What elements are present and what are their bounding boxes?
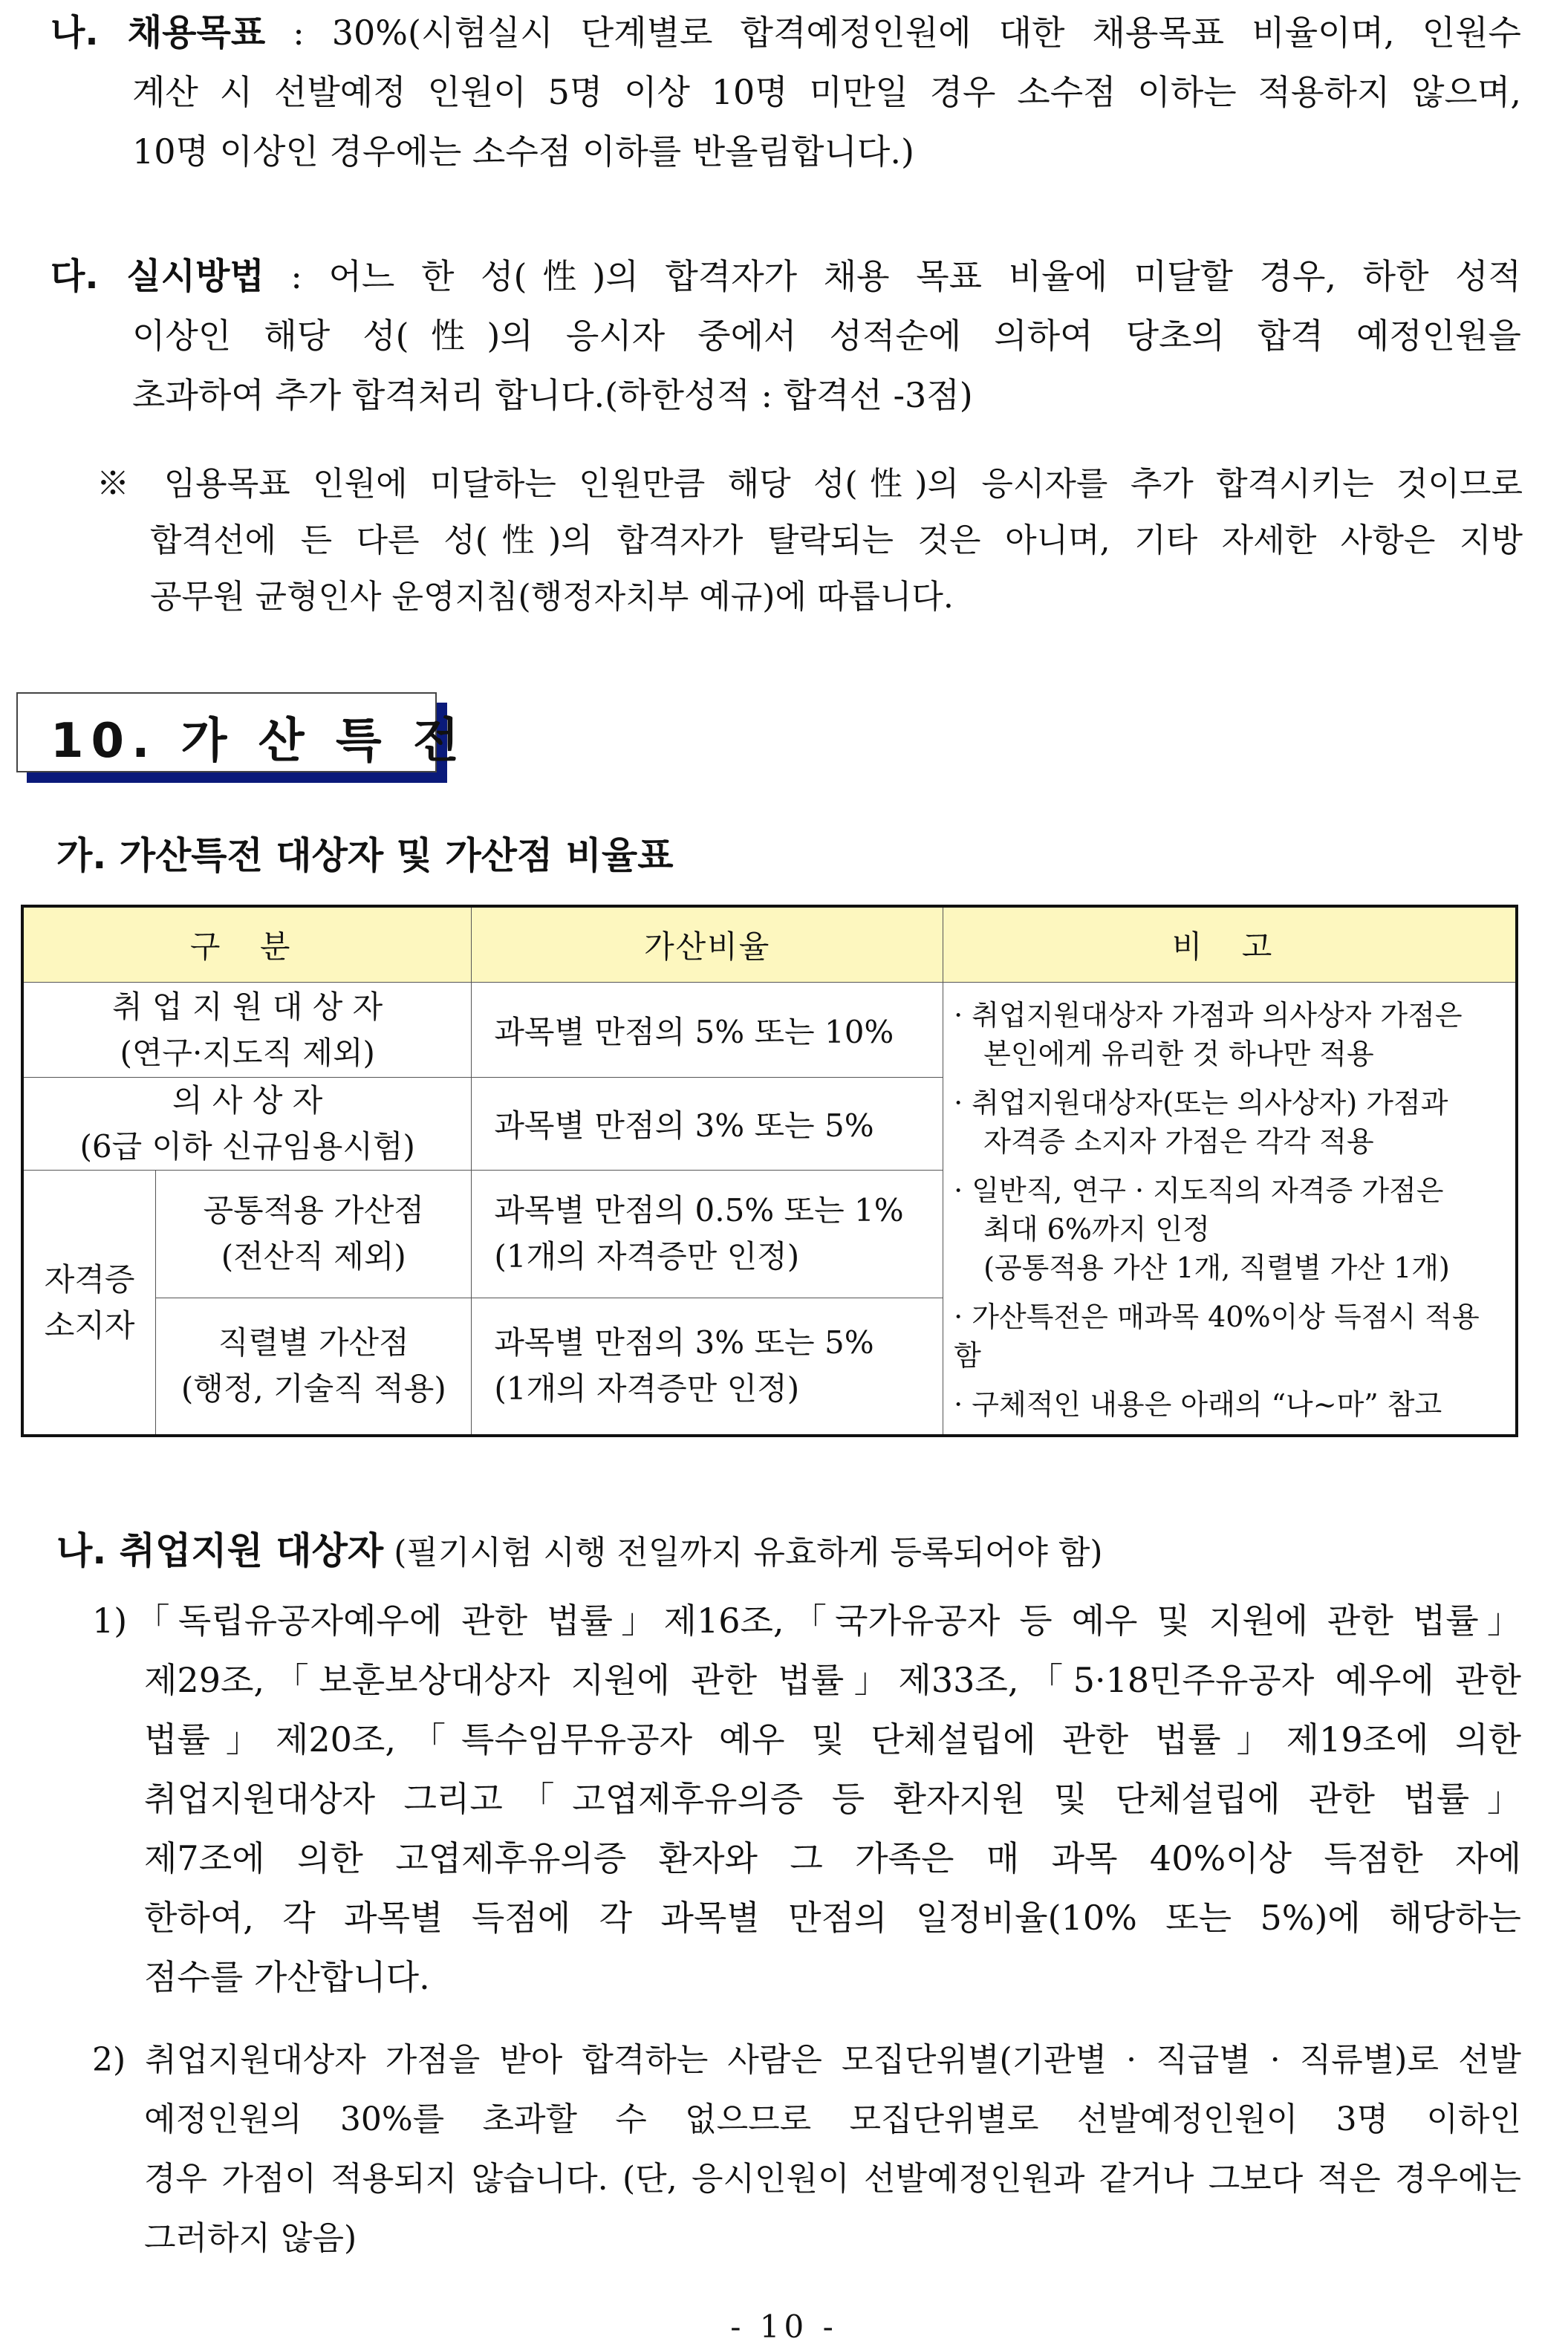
remarks-cell	[943, 983, 1517, 1436]
remark-2-cont: 자격증 소지자 가점은 각각 적용	[983, 1125, 1374, 1158]
item-2-text-4: 그러하지 않음)	[144, 2219, 357, 2257]
rate-note: (1개의 자격증만 인정)	[494, 1370, 800, 1407]
item-1-paragraph	[92, 1591, 1521, 2007]
category-sublabel: (행정, 기술직 적용)	[180, 1370, 446, 1407]
remark-2: · 취업지원대상자(또는 의사상자) 가점과	[954, 1087, 1448, 1119]
recruitment-target-label: 나. 채용목표	[51, 12, 266, 53]
recruitment-target-text-1: : 30%(시험실시 단계별로 합격예정인원에 대한 채용목표 비율이며, 인원수	[265, 13, 1521, 53]
method-text-3: 초과하여 추가 합격처리 합니다.(하한성적 : 합격선 -3점)	[132, 375, 973, 415]
bonus-rate-table	[21, 905, 1518, 1437]
method-text-2: 이상인 해당 성(性)의 응시자 중에서 성적순에 의하여 당초의 합격 예정인원을	[132, 316, 1521, 356]
category-label: 취 업 지 원 대 상 자	[112, 988, 383, 1025]
item-1-text-5: 제7조에 의한 고엽제후유의증 환자와 그 가족은 매 과목 40%이상 득점한 자에	[144, 1838, 1521, 1878]
subheading-note: (필기시험 시행 전일까지 유효하게 등록되어야 함)	[383, 1534, 1103, 1572]
item-2-text-3: 경우 가점이 적용되지 않습니다. (단, 응시인원이 선발예정인원과 같거나 그보다 적은 경우에는	[144, 2160, 1521, 2198]
table-row	[22, 983, 1517, 1078]
item-1-text-6: 한하여, 각 과목별 득점에 각 과목별 만점의 일정비율(10% 또는 5%)에 해당하는	[144, 1898, 1521, 1938]
category-label: 직렬별 가산점	[218, 1324, 409, 1361]
recruitment-target-text-3: 10명 이상인 경우에는 소수점 이하를 반올림합니다.)	[132, 131, 914, 172]
category-cell	[156, 1298, 472, 1436]
category-label: 공통적용 가산점	[203, 1192, 424, 1229]
remark-1-cont: 본인에게 유리한 것 하나만 적용	[983, 1038, 1374, 1070]
item-2-paragraph	[92, 2031, 1521, 2268]
note-text-1: ※ 임용목표 인원에 미달하는 인원만큼 해당 성(性)의 응시자를 추가 합격시키는 것이므로	[97, 465, 1523, 503]
rate-cell	[472, 1298, 943, 1436]
rate-cell	[472, 1171, 943, 1298]
method-text-1: : 어느 한 성(性)의 합격자가 채용 목표 비율에 미달할 경우, 하한 성적	[264, 256, 1521, 296]
note-text-2: 합격선에 든 다른 성(性)의 합격자가 탈락되는 것은 아니며, 기타 자세한 사항은 지방	[150, 521, 1523, 559]
item-1-text-2: 제29조,「보훈보상대상자 지원에 관한 법률」제33조,「5·18민주유공자 예우에 관한	[144, 1660, 1521, 1700]
rate-text: 과목별 만점의 0.5% 또는 1%	[494, 1192, 904, 1229]
category-cell	[156, 1171, 472, 1298]
method-paragraph	[51, 247, 1521, 425]
section-title-box	[16, 692, 466, 772]
table-header-remarks: 비 고	[943, 906, 1517, 983]
category-sublabel: (6급 이하 신규임용시험)	[79, 1128, 415, 1165]
section-title: 10. 가 산 특 전	[51, 714, 466, 769]
recruitment-target-paragraph	[51, 3, 1521, 181]
rate-cell: 과목별 만점의 3% 또는 5%	[472, 1078, 943, 1171]
remark-1: · 취업지원대상자 가점과 의사상자 가점은	[954, 999, 1463, 1032]
category-sublabel: (전산직 제외)	[221, 1238, 406, 1275]
remark-3-cont2: (공통적용 가산 1개, 직렬별 가산 1개)	[983, 1252, 1450, 1284]
table-header-category: 구 분	[22, 906, 472, 983]
subheading-employment-support	[56, 1521, 1103, 1575]
item-1-text-7: 점수를 가산합니다.	[144, 1957, 430, 1997]
remark-4: · 가산특전은 매과목 40%이상 득점시 적용함	[954, 1301, 1480, 1372]
certificate-group-cell	[22, 1171, 156, 1436]
category-label: 의 사 상 자	[172, 1082, 323, 1119]
remark-3-cont: 최대 6%까지 인정	[983, 1213, 1210, 1246]
item-2-text-2: 예정인원의 30%를 초과할 수 없으므로 모집단위별로 선발예정인원이 3명 이하인	[144, 2100, 1521, 2138]
item-2-text-1: 2) 취업지원대상자 가점을 받아 합격하는 사람은 모집단위별(기관별 · 직급별 · 직류별)로 선발	[92, 2041, 1521, 2079]
table-header-row	[22, 906, 1517, 983]
remark-5: · 구체적인 내용은 아래의 “나~마” 참고	[954, 1388, 1442, 1421]
remark-3: · 일반직, 연구 · 지도직의 자격증 가점은	[954, 1174, 1444, 1207]
method-label: 다. 실시방법	[51, 255, 264, 297]
category-cell	[22, 1078, 472, 1171]
rate-text: 과목별 만점의 3% 또는 5%	[494, 1324, 874, 1361]
item-1-text-4: 취업지원대상자 그리고「고엽제후유의증 등 환자지원 및 단체설립에 관한 법률」	[144, 1779, 1521, 1819]
category-sublabel: (연구·지도직 제외)	[120, 1034, 375, 1071]
note-paragraph	[97, 456, 1523, 625]
page-number: - 10 -	[730, 2308, 838, 2345]
item-1-text-3: 법률」제20조,「특수임무유공자 예우 및 단체설립에 관한 법률」제19조에 의한	[144, 1719, 1521, 1760]
recruitment-target-text-2: 계산 시 선발예정 인원이 5명 이상 10명 미만일 경우 소수점 이하는 적용하지 않으며,	[132, 72, 1521, 112]
subheading-label: 나. 취업지원 대상자	[56, 1529, 384, 1572]
rate-note: (1개의 자격증만 인정)	[494, 1238, 800, 1275]
note-text-3: 공무원 균형인사 운영지침(행정자치부 예규)에 따릅니다.	[150, 578, 954, 616]
subheading-bonus-table: 가. 가산특전 대상자 및 가산점 비율표	[56, 834, 674, 877]
certificate-group-label: 자격증	[44, 1260, 135, 1298]
item-1-text-1: 1)「독립유공자예우에 관한 법률」제16조,「국가유공자 등 예우 및 지원에 관한 법률」	[92, 1601, 1521, 1641]
certificate-group-label-2: 소지자	[44, 1306, 135, 1344]
table-header-rate: 가산비율	[472, 906, 943, 983]
rate-cell: 과목별 만점의 5% 또는 10%	[472, 983, 943, 1078]
category-cell	[22, 983, 472, 1078]
